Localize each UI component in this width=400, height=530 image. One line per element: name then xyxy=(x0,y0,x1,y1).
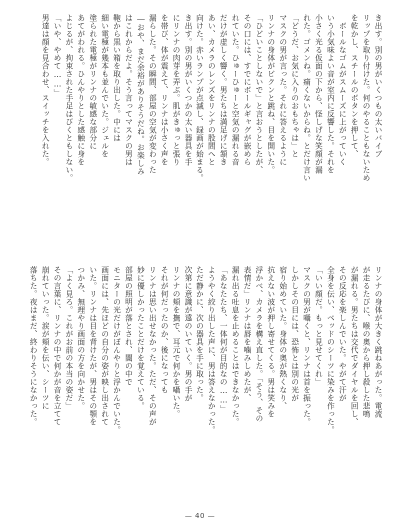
page-number: — 40 — xyxy=(184,512,216,520)
text-block-top-left: き出す。別の男がいくつかの太い器具を手 にリンナの肉芽を弄ぶ。肌がきゅっと張り を帯び、体が震えて、リンナは小さく声を 漏らした。その瞬間、部屋の空気が変わった ―おや、まだ余裕がありそうだね。お楽しみ はこれからだよ。そう言ってマスクの男は 鞄から黒い箱を取り出した。中には 細い電極が幾本も並んでいた。ジェルを 塗られた電極がリンナの敏感な部分に あてがわれる。ひんやりとした感触に身を よじるが、拘束された手足はびくともしない。 「いや、やめて……」 男達は顔を見合わせ、スイッチを入れた。 xyxy=(41,14,193,182)
text-block-top-right: き出す。別の男がいくつもの太いバイブ リップを取り付けた。何のやることもないため を乾かし、スチールのボタンを押して、 ボールなゴムがスムーズに上がっていく いう小気味よい音が室内に反響した。それを 小さく光る仮面の下から、怪しげな笑顔が漏 れた。ゴメンね。痛くないからね。とだけ言い 「どうだ、お気に入りのおもちゃは」と マスクの男が言った。それに答えるように リンナの身体がビクンと跳ね、目を開いた。 「ひどいことしないで」と言おうとしたが、 その口には、すでにボールギャグが嵌めら れていた。ひゅーひゅーと空気の漏れる音 だけが虚しく響く。男たちは満足げに頷き あい、カメラのレンズをリンナの股間へと 向けた。赤いランプが点滅し、録画が始まる。 xyxy=(195,14,383,182)
text-block-bottom-left: 次第に意識が遠のいていく。男の手が リンナの頬を撫で、耳元で何かを囁いた。 それが何だったのか、後になっても リンナは思い出せなかった。ただ、その声が 妙に優しかったことだけを覚えている。 部屋の照明が落とされ、闇の中で モニターの光だけがぼんやりと浮かんでいた。 画面には、先ほどの自分の姿が映し出されて いた。リンナは目を背けたが、男はその顎を つかみ、無理やり画面の方を向かせた。 「よく見ろ。これがお前の本当の姿だ」 その言葉に、リンナの中で何かが音を立てて 崩れていった。涙が頬を伝い、シーツに 落ちた。夜はまだ、終わりそうになかった。 xyxy=(29,266,193,434)
text-block-bottom-right: リンナの身体が大きく跳ねあがった。電流 が走るたびに、喉の奥から押し殺した悲鳴 が漏れる。男たちは交代でダイヤルを回し、 その反応を楽しんでいた。やがて汗が 全身を伝い、ベッドのシーツに染みを作った。 「いい顔だ。もっと見せてくれ」 マスクの男が囁くと、リンナは首を振った。 しかしその目には、恐怖とは別の光が 宿り始めていた。身体の奥が熱くなり、 抗えない波が押し寄せてくる。男は笑みを 浮かべ、カメラを構え直した。「そう、その 表情だ」リンナは唇を噛みしめたが、 漏れ出る吐息を止めることはできなかった。 「あなたたち、一体何が目的なの……」 ようやく絞り出した声に、男は答えなかった。 ただ静かに、次の器具を手に取った。 xyxy=(195,266,383,434)
